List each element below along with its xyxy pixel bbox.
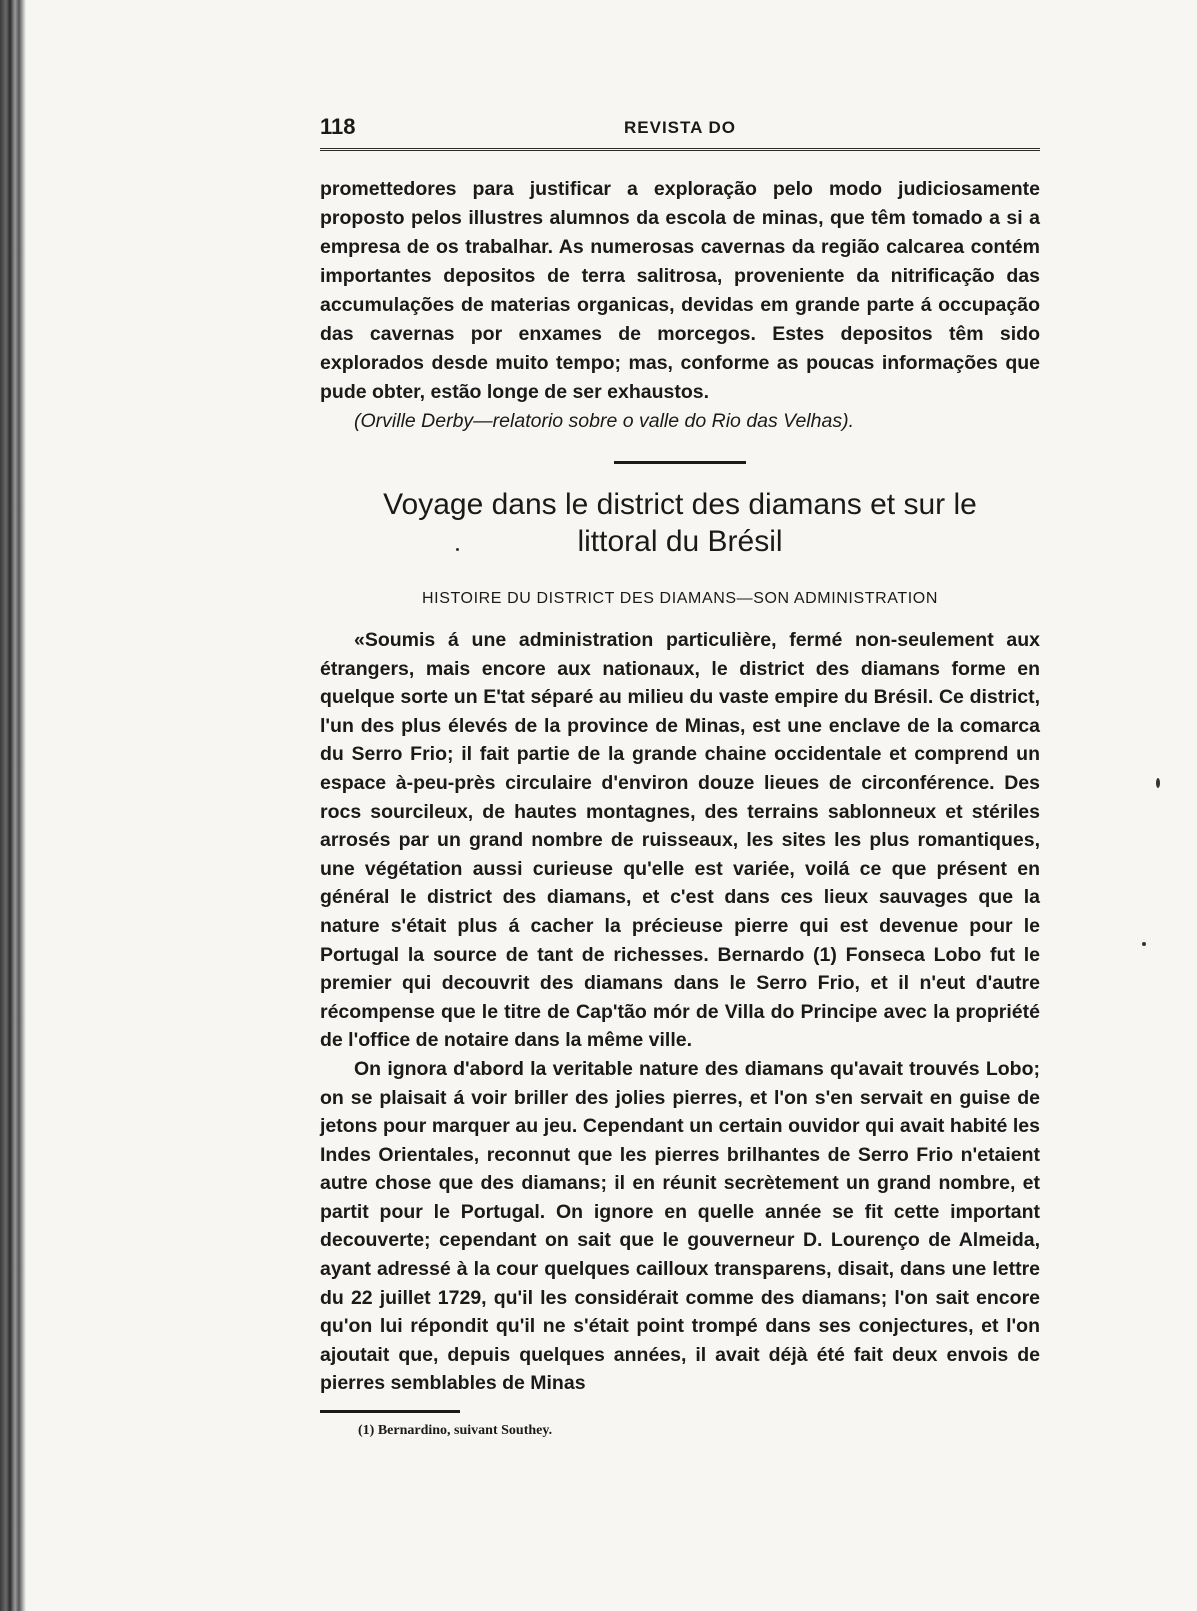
footnote: (1) Bernardino, suivant Southey. (358, 1423, 553, 1439)
citation: (Orville Derby—relatorio sobre o valle do Rio das Velhas). (354, 410, 854, 432)
page-number: 118 (320, 114, 356, 139)
journal-title: REVISTA DO (623, 118, 736, 137)
book-spine-shadow (0, 0, 26, 1611)
article-title-line-1: Voyage dans le district des diamans et sur le (383, 488, 977, 521)
intro-paragraph: promettedores para justificar a exploração pelo modo judiciosamente proposto pelos illustres alumnos da escola de minas, que têm tomado a si a empresa de os trabalhar. As numerosas cavernas da região calcarea contém importantes depositos de terra salitrosa, proveniente da nitrificação das accumulações de materias organicas, devidas em grande parte á occupação das cavernas por enxames de morcegos. Estes depositos têm sido explorados desde muito tempo; mas, conforme as poucas informações que pude obter, estão longe de ser exhaustos. (320, 178, 1040, 403)
section-divider (614, 461, 746, 464)
section-heading: HISTOIRE DU DISTRICT DES DIAMANS—SON ADMINISTRATION (422, 590, 938, 607)
article-title (320, 486, 1040, 560)
scan-speck (1156, 778, 1160, 788)
article-body (320, 626, 1040, 1398)
article-title-line-2: littoral du Brésil (577, 525, 783, 558)
article-paragraph-1: «Soumis á une administration particulière, fermé non-seulement aux étrangers, mais encore aux nationaux, le district des diamans forme en quelque sorte un E'tat séparé au milieu du vaste empire du Brésil. Ce district, l'un des plus élevés de la province de Minas, est une enclave de la comarca du Serro Frio; il fait partie de la grande chaine occidentale et comprend un espace à-peu-près circulaire d'environ douze lieues de circonférence. Des rocs sourcileux, de hautes montagnes, des terrains sablonneux et stériles arrosés par un grand nombre de ruisseaux, les sites les plus romantiques, une végétation aussi curieuse qu'elle est variée, voilá ce que présent en général le district des diamans, et c'est dans ces lieux sauvages que la nature s'était plus á cacher la précieuse pierre qui est devenue pour le Portugal la source de tant de richesses. Bernardo (1) Fonseca Lobo fut le premier qui decouvrit des diamans dans le Serro Frio, et il n'eut d'autre récompense que le titre de Cap'tão mór de Villa do Principe avec la propriété de l'office de notaire dans la même ville. (320, 629, 1040, 1052)
running-head (320, 100, 1040, 151)
scan-speck (1142, 942, 1146, 946)
article-paragraph-2: On ignora d'abord la veritable nature des diamans qu'avait trouvés Lobo; on se plaisait á voir briller des jolies pierres, et l'on s'en servait en guise de jetons pour marquer au jeu. Cependant un certain ouvidor qui avait habité les Indes Orientales, reconnut que les pierres brilhantes de Serro Frio n'etaient autre chose que des diamans; il en réunit secrètement un grand nombre, et partit pour le Portugal. On ignore en quelle année se fit cette important decouverte; cependant on sait que le gouverneur D. Lourenço de Almeida, ayant adressé à la cour quelques cailloux transparens, disait, dans une lettre du 22 juillet 1729, qu'il les considérait comme des diamans; l'on sait encore qu'on lui répondit qu'il ne s'était point trompé dans ses conjectures, et l'on ajoutait que, depuis quelques années, il avait déjà été fait deux envois de pierres semblables de Minas (320, 1057, 1040, 1395)
page (320, 100, 1040, 1439)
scan-speck (456, 548, 459, 551)
footnote-rule (320, 1410, 460, 1413)
